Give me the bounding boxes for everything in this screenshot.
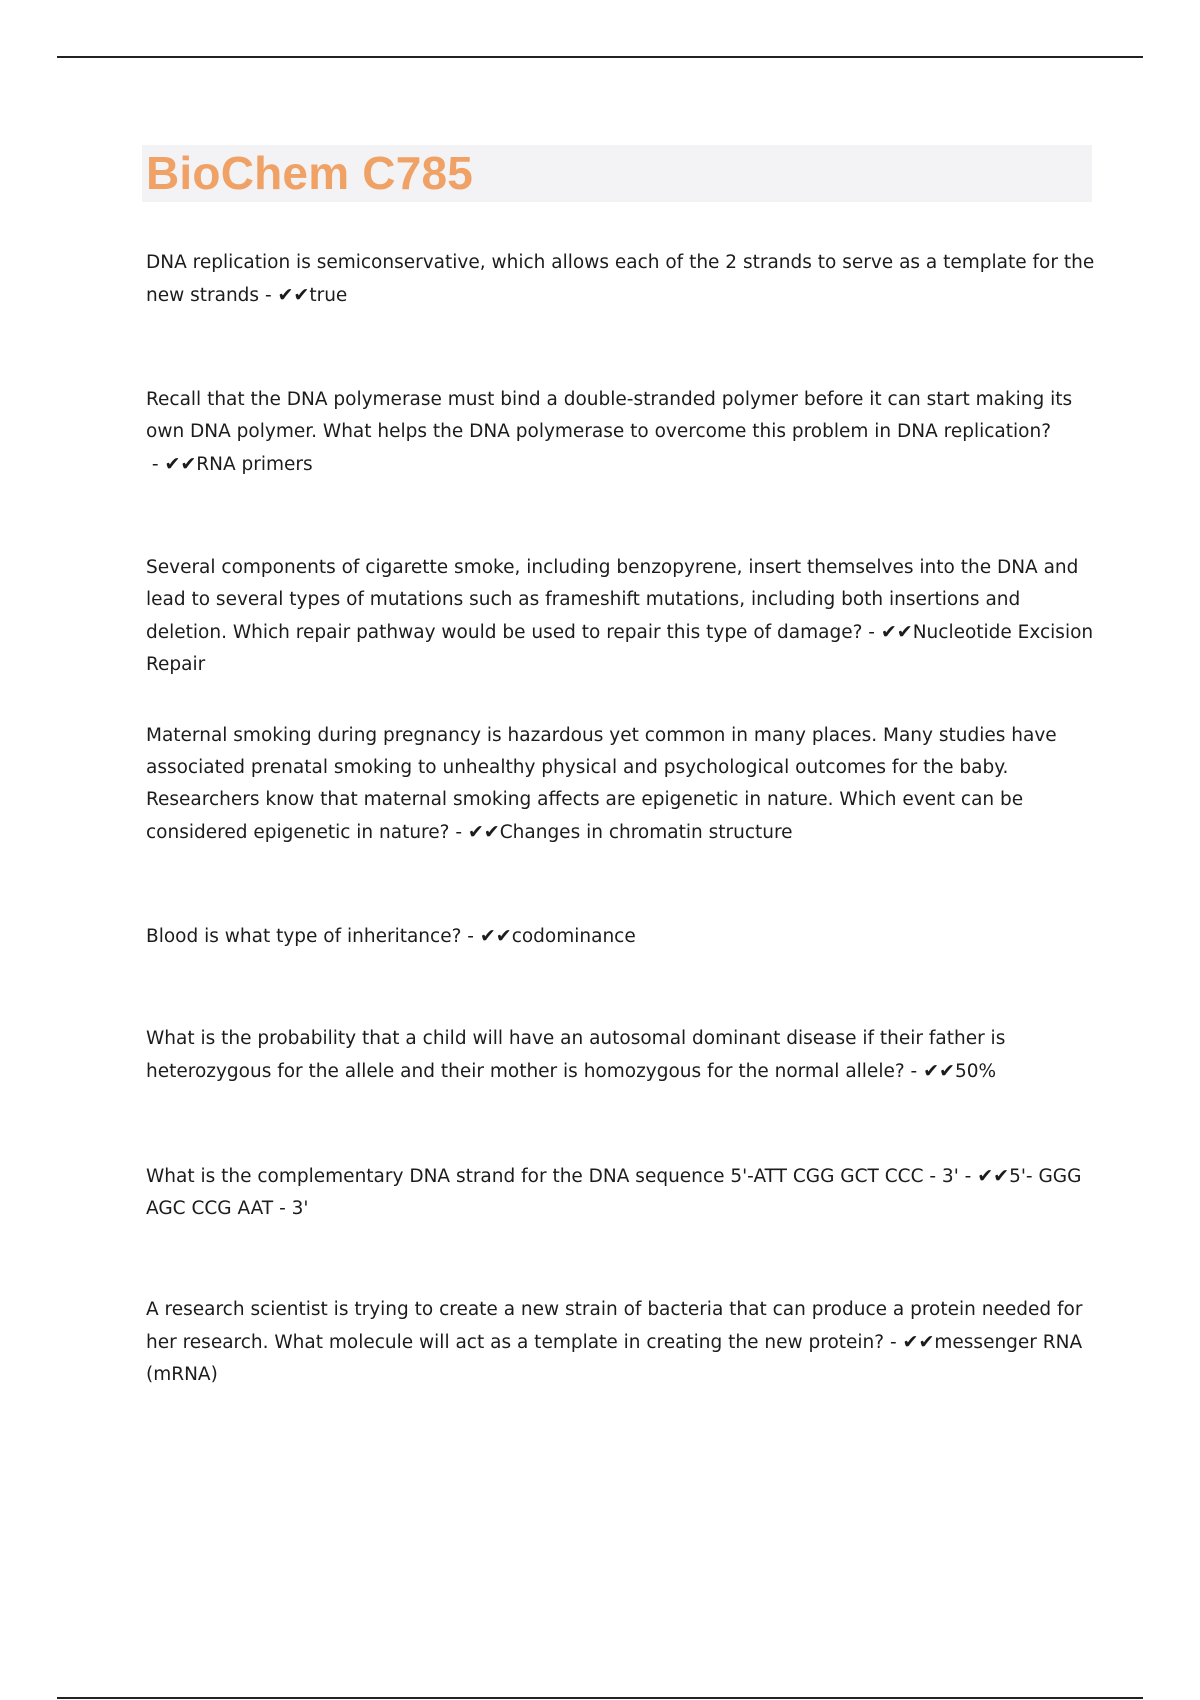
separator: - [449,822,468,843]
separator: - [884,1332,903,1353]
qa-item-3 [146,552,1096,681]
check-mark-icon: ✔✔ [902,1331,935,1353]
question-text: What is the probability that a child will have an autosomal dominant disease if their father is heterozygous for the allele and their mother is homozygous for the normal allele? [146,1028,1006,1082]
question-text: Several components of cigarette smoke, including benzopyrene, insert themselves into the DNA and lead to several types of mutations such as frameshift mutations, including both insertions and deletion. Which repair pathway would be used to repair this type of damage? [146,557,1079,643]
check-mark-icon: ✔✔ [923,1060,955,1082]
question-text: What is the complementary DNA strand for the DNA sequence 5'-ATT CGG GCT CCC - 3' [146,1166,959,1187]
question-text: Maternal smoking during pregnancy is hazardous yet common in many places. Many studies have associated prenatal smoking to unhealthy physical and psychological outcomes for the baby. Researchers know that maternal smoking affects are epigenetic in nature. Which event can be considered epigenetic in nature? [146,725,1057,843]
answer-text: true [309,285,348,306]
check-mark-icon: ✔✔ [977,1165,1010,1187]
check-mark-icon: ✔✔ [164,453,197,475]
header-rule [57,56,1143,58]
question-text: Blood is what type of inheritance? [146,926,462,947]
answer-text: Nucleotide Excision Repair [146,622,1094,675]
answer-text: Changes in chromatin structure [499,822,793,843]
qa-item-7 [146,1160,1096,1225]
document-title: BioChem C785 [146,147,474,199]
answer-text: 5'- GGG AGC CCG AAT - 3' [146,1166,1082,1219]
question-text: A research scientist is trying to create a new strain of bacteria that can produce a protein needed for her research. What molecule will act as a template in creating the new protein? [146,1299,1083,1353]
qa-item-6 [146,1023,1096,1088]
separator: - [259,285,278,306]
separator: - [461,926,480,947]
check-mark-icon: ✔✔ [277,284,310,306]
check-mark-icon: ✔✔ [880,621,913,643]
qa-item-1 [146,247,1096,312]
check-mark-icon: ✔✔ [479,925,512,947]
separator: - [862,622,881,643]
separator: - [904,1061,924,1082]
qa-item-2 [146,384,1096,481]
separator: - [146,454,165,475]
footer-rule [57,1697,1143,1699]
answer-text: messenger RNA (mRNA) [146,1332,1083,1385]
check-mark-icon: ✔✔ [467,821,500,843]
separator: - [958,1166,978,1187]
answer-text: 50% [954,1061,997,1082]
answer-text: RNA primers [196,454,313,475]
qa-item-4 [146,720,1096,849]
question-text: Recall that the DNA polymerase must bind a double-stranded polymer before it can start making its own DNA polymer. What helps the DNA polymerase to overcome this problem in DNA replication? [146,389,1073,442]
qa-item-5 [146,920,1096,953]
qa-item-8 [146,1294,1096,1391]
question-text: DNA replication is semiconservative, which allows each of the 2 strands to serve as a template for the new strands [146,252,1095,306]
answer-text: codominance [511,926,636,947]
